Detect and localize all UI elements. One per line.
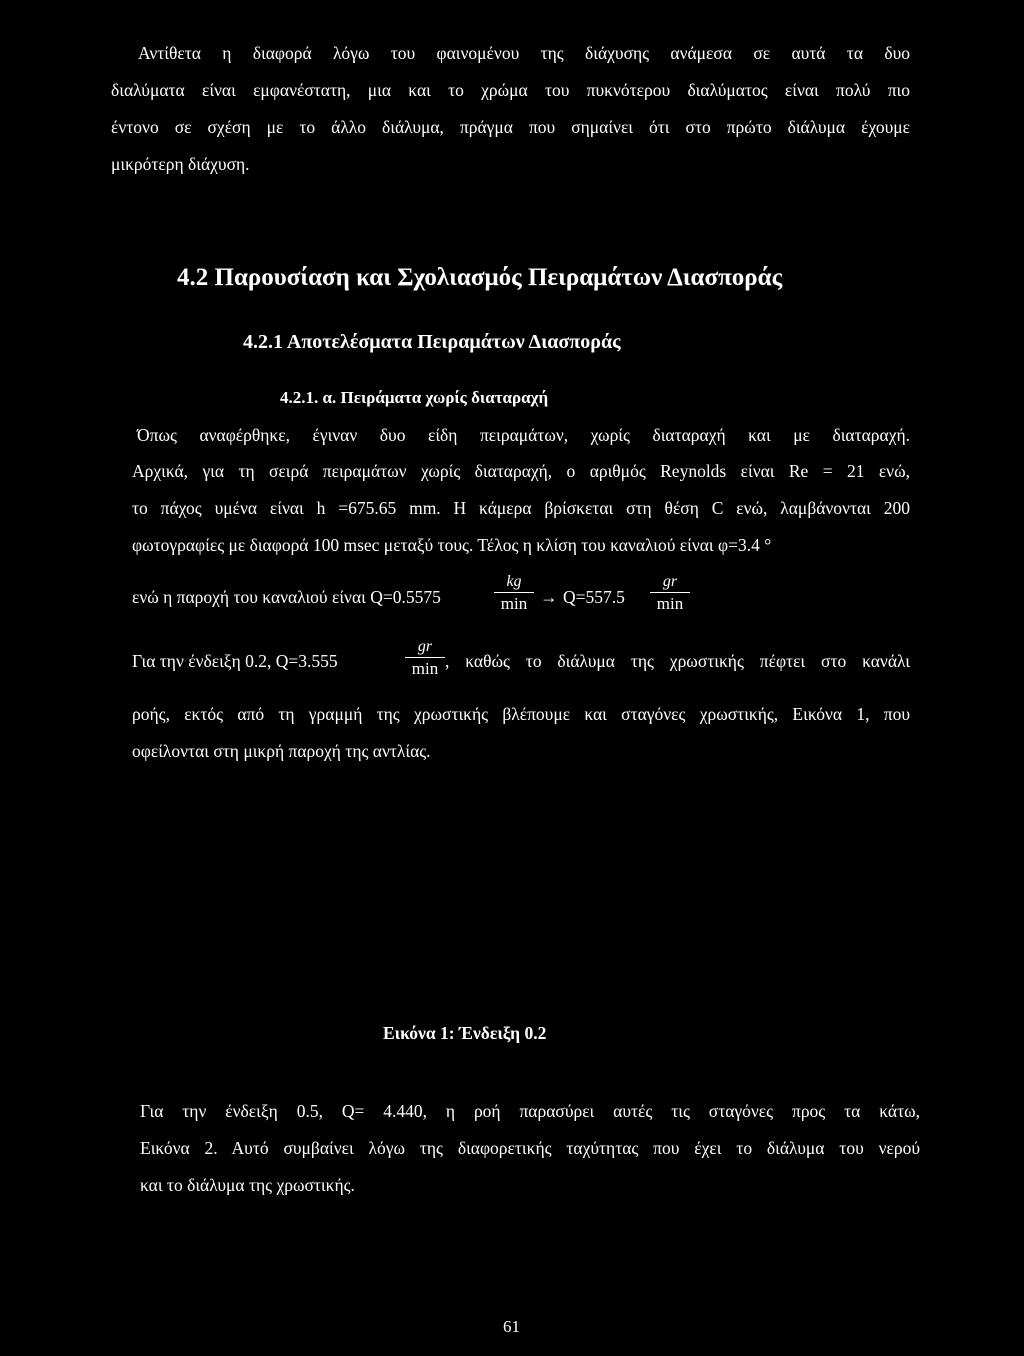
reading-line-3: οφείλονται στη μικρή παροχή της αντλίας. — [132, 741, 431, 761]
reading-line-2: ροής, εκτός από τη γραμμή της χρωστικής βλέπουμε και σταγόνες χρωστικής, Εικόνα 1, που — [132, 704, 910, 724]
fraction-denominator: min — [411, 659, 439, 678]
experiment-line-4: φωτογραφίες με διαφορά 100 msec μεταξύ τους. Τέλος η κλίση του καναλιού είναι φ=3.4 ° — [132, 535, 772, 555]
final-line-1: Για την ένδειξη 0.5, Q= 4.440, η ροή παρασύρει αυτές τις σταγόνες προς τα κάτω, — [140, 1101, 920, 1121]
fraction-denominator: min — [656, 594, 684, 613]
reading-unit-gr-per-min — [405, 638, 445, 678]
intro-line-1: Αντίθετα η διαφορά λόγω του φαινομένου της διάχυσης ανάμεσα σε αυτά τα δυο — [138, 43, 910, 63]
fraction-bar — [405, 657, 445, 658]
intro-line-3: έντονο σε σχέση με το άλλο διάλυμα, πράγμα που σημαίνει ότι στο πρώτο διάλυμα έχουμε — [111, 117, 910, 137]
fraction-numerator: gr — [417, 638, 433, 655]
fraction-denominator: min — [500, 594, 528, 613]
flow-line-prefix: ενώ η παροχή του καναλιού είναι Q=0.5575 — [132, 587, 441, 607]
reading-line-prefix: Για την ένδειξη 0.2, Q=3.555 — [132, 651, 338, 671]
fraction-numerator: gr — [662, 573, 678, 590]
flow-line-middle: Q=557.5 — [563, 587, 625, 607]
figure-caption: Εικόνα 1: Ένδειξη 0.2 — [383, 1023, 547, 1043]
subsubsection-heading: 4.2.1. α. Πειράματα χωρίς διαταραχή — [280, 388, 549, 407]
reading-line-suffix: , καθώς το διάλυμα της χρωστικής πέφτει στο κανάλι — [445, 651, 910, 671]
intro-line-2: διαλύματα είναι εμφανέστατη, μια και το χρώμα του πυκνότερου διαλύματος είναι πολύ πιο — [111, 80, 910, 100]
final-line-3: και το διάλυμα της χρωστικής. — [140, 1175, 355, 1195]
section-heading: 4.2 Παρουσίαση και Σχολιασμός Πειραμάτων Διασποράς — [177, 264, 783, 291]
experiment-line-3: το πάχος υμένα είναι h =675.65 mm. Η κάμερα βρίσκεται στη θέση C ενώ, λαμβάνονται 200 — [132, 498, 910, 518]
intro-line-4: μικρότερη διάχυση. — [111, 154, 250, 174]
page-number: 61 — [503, 1317, 520, 1336]
final-line-2: Εικόνα 2. Αυτό συμβαίνει λόγω της διαφορετικής ταχύτητας που έχει το διάλυμα του νερού — [140, 1138, 920, 1158]
fraction-bar — [650, 592, 690, 593]
experiment-line-2: Αρχικά, για τη σειρά πειραμάτων χωρίς διαταραχή, ο αριθμός Reynolds είναι Re = 21 ενώ, — [132, 461, 910, 481]
arrow-icon: → — [540, 587, 558, 607]
flow-unit-kg-per-min — [494, 573, 534, 613]
subsection-heading: 4.2.1 Αποτελέσματα Πειραμάτων Διασποράς — [243, 331, 621, 353]
fraction-numerator: kg — [506, 573, 522, 590]
experiment-line-1: Όπως αναφέρθηκε, έγιναν δυο είδη πειραμάτων, χωρίς διαταραχή και με διαταραχή. — [137, 425, 910, 445]
fraction-bar — [494, 592, 534, 593]
flow-unit-gr-per-min — [650, 573, 690, 613]
